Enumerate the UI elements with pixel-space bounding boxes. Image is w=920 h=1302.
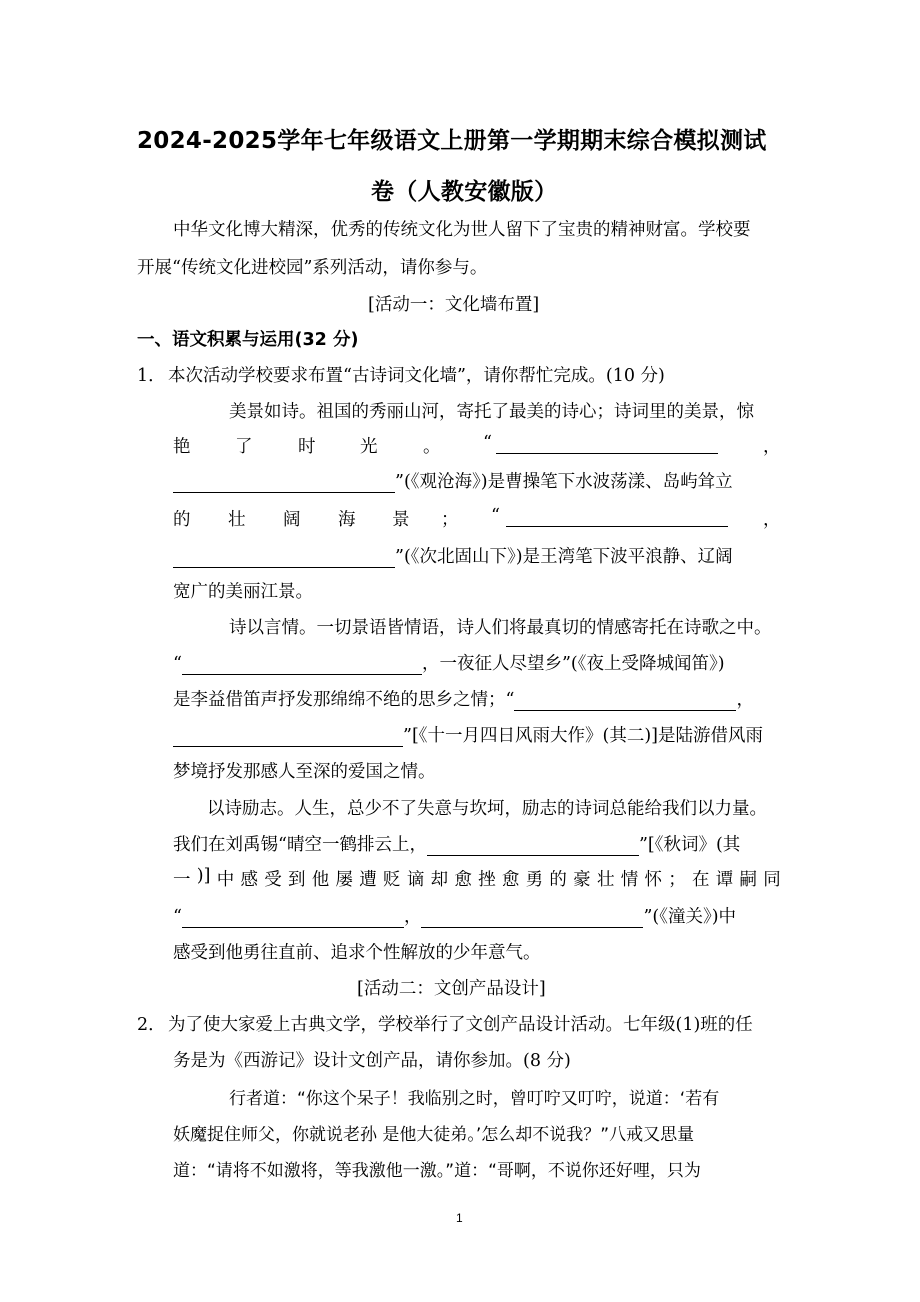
q1-p1-line4: 的 壮 阔 海 景 ； “ ， (173, 506, 781, 530)
q1-p1-line3: ”(《观沧海》)是曹操笔下水波荡漾、岛屿耸立 (173, 468, 733, 493)
q1-p1-line6: 宽广的美丽江景。 (173, 582, 313, 602)
q1-p1-line5: ”(《次北固山下》)是王湾笔下波平浪静、辽阔 (173, 543, 733, 568)
intro-line2: 开展“传统文化进校园”系列活动，请你参与。 (137, 258, 488, 278)
q1-p3-line3: 一 )] 中 感 受 到 他 屡 遭 贬 谪 却 愈 挫 愈 勇 的 豪 壮 情 怀 ； 在 谭 嗣 同 (173, 866, 781, 890)
q1-p1-line2: 艳 了 时 光 。 “ ， (173, 433, 781, 457)
q2-excerpt-line2: 妖魔捉住师父，你就说老孙 是他大徒弟。’怎么却不说我？”八戒又思量 (173, 1125, 695, 1145)
activity2-heading: [活动二：文创产品设计] (357, 979, 546, 999)
q2-excerpt-line1: 行者道：“你这个呆子！我临别之时，曾叮咛又叮咛，说道：‘若有 (229, 1089, 720, 1109)
intro-line1: 中华文化博大精深，优秀的传统文化为世人留下了宝贵的精神财富。学校要 (173, 220, 751, 240)
q1-stem: 本次活动学校要求布置“古诗词文化墙”，请你帮忙完成。(10 分) (168, 366, 665, 386)
answer-blank[interactable] (173, 728, 403, 747)
activity1-heading: [活动一：文化墙布置] (368, 295, 540, 315)
answer-blank[interactable] (173, 549, 395, 568)
q1-p3-line1: 以诗励志。人生，总少不了失意与坎坷，励志的诗词总能给我们以力量。 (207, 799, 767, 819)
q1-p2-line3: 是李益借笛声抒发那绵绵不绝的思乡之情；“ ， (173, 690, 754, 710)
q2-stem-line1: 为了使大家爱上古典文学，学校举行了文创产品设计活动。七年级(1)班的任 (168, 1015, 753, 1035)
q2-excerpt-line3: 道：“请将不如激将，等我激他一激。”道：“哥啊，不说你还好哩，只为 (173, 1161, 701, 1181)
answer-blank[interactable] (506, 508, 728, 527)
answer-blank[interactable] (173, 474, 395, 493)
q1-p2-line4: ”[《十一月四日风雨大作》(其二)]是陆游借风雨 (173, 722, 763, 747)
answer-blank[interactable] (421, 909, 643, 928)
q1-p1-line1: 美景如诗。祖国的秀丽山河，寄托了最美的诗心；诗词里的美景，惊 (229, 402, 754, 422)
answer-blank[interactable] (427, 837, 639, 856)
answer-blank[interactable] (182, 909, 404, 928)
q1-p2-line5: 梦境抒发那感人至深的爱国之情。 (173, 762, 436, 782)
answer-blank[interactable] (182, 656, 422, 675)
page-title-line2: 卷（人教安徽版） (371, 179, 558, 205)
q1-p3-line5: 感受到他勇往直前、追求个性解放的少年意气。 (173, 943, 541, 963)
q1-p2-line2: “ ，一夜征人尽望乡”(《夜上受降城闻笛》) (173, 654, 725, 674)
section1-heading: 一、语文积累与运用(32 分) (137, 330, 359, 350)
q1-p3-line4: “ ， ”(《潼关》)中 (173, 907, 737, 927)
answer-blank[interactable] (496, 435, 718, 454)
answer-blank[interactable] (514, 692, 736, 711)
q2-stem-line2: 务是为《西游记》设计文创产品，请你参加。(8 分) (173, 1051, 571, 1071)
page-title-line1: 2024-2025学年七年级语文上册第一学期期末综合模拟测试 (137, 128, 767, 154)
page-number: 1 (456, 1211, 463, 1225)
q2-number: 2． (137, 1015, 166, 1035)
q1-p2-line1: 诗以言情。一切景语皆情语，诗人们将最真切的情感寄托在诗歌之中。 (229, 618, 772, 638)
q1-number: 1． (137, 366, 166, 386)
q1-p3-line2: 我们在刘禹锡“晴空一鹤排云上， ”[《秋词》(其 (173, 835, 741, 855)
